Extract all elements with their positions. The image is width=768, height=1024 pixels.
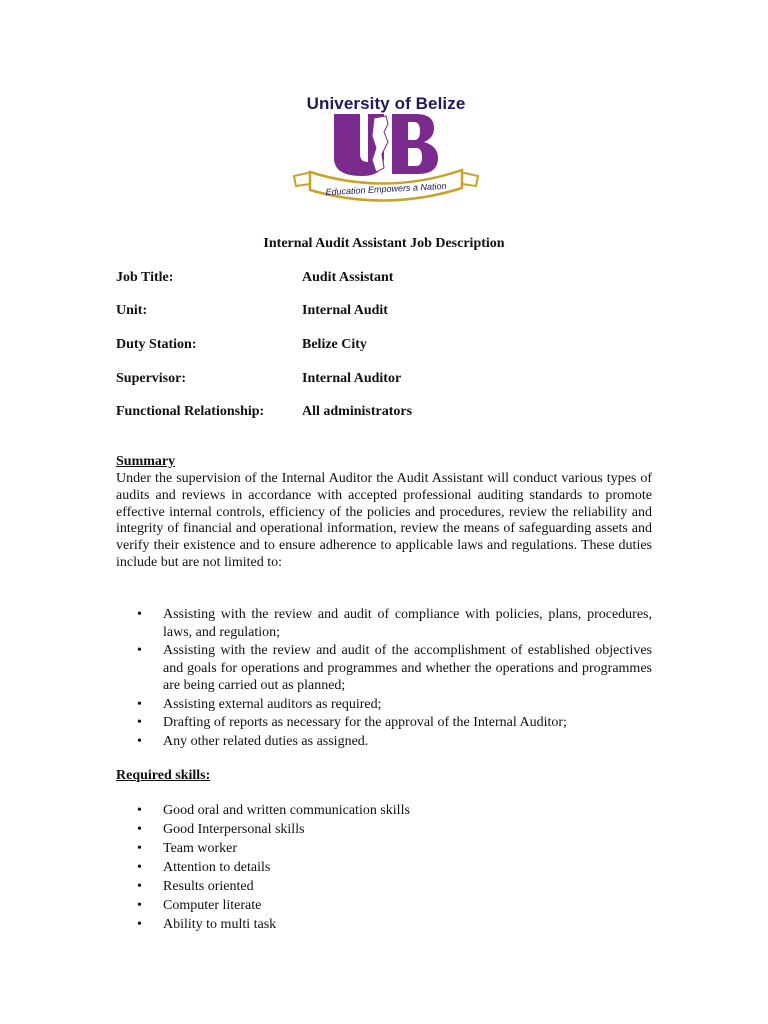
field-value: Audit Assistant [302,270,394,285]
logo-title: University of Belize [306,94,466,113]
list-item: • Any other related duties as assigned. [116,733,652,751]
logo-motto: Education Empowers a Nation [325,180,447,198]
skills-heading: Required skills: [116,768,211,783]
summary-heading: Summary [116,454,176,469]
field-label: Duty Station: [116,337,197,352]
list-item: • Assisting with the review and audit of compliance with policies, plans, procedures, laws, and regulation; [116,606,652,641]
field-value: Belize City [302,337,367,352]
list-item: • Assisting external auditors as required; [116,696,652,714]
duties-list [116,606,652,751]
list-item: • Attention to details [116,858,652,877]
list-item: • Ability to multi task [116,915,652,934]
field-label: Functional Relationship: [116,404,265,419]
list-item: • Team worker [116,839,652,858]
field-label: Supervisor: [116,371,186,386]
list-item: • Computer literate [116,896,652,915]
skills-list [116,801,652,934]
university-logo [288,92,484,210]
field-value: All administrators [302,404,413,419]
list-item: • Good Interpersonal skills [116,820,652,839]
list-item: • Drafting of reports as necessary for the approval of the Internal Auditor; [116,714,652,732]
field-label: Unit: [116,303,148,318]
list-item: • Good oral and written communication skills [116,801,652,820]
list-item: • Assisting with the review and audit of the accomplishment of established objectives and goals for operations and programmes and whether the operations and programmes are being carried out as planned; [116,642,652,695]
field-label: Job Title: [116,270,174,285]
field-value: Internal Audit [302,303,388,318]
field-value: Internal Auditor [302,371,402,386]
summary-paragraph: Under the supervision of the Internal Auditor the Audit Assistant will conduct various types of audits and reviews in accordance with accepted professional auditing standards to promote effective internal controls, efficiency of the policies and procedures, review the reliability and integrity of financial and operational information, review the means of safeguarding assets and verify their existence and to ensure adherence to applicable laws and regulations. These duties include but are not limited to: [116,471,652,570]
list-item: • Results oriented [116,877,652,896]
document-title: Internal Audit Assistant Job Description [263,236,505,251]
